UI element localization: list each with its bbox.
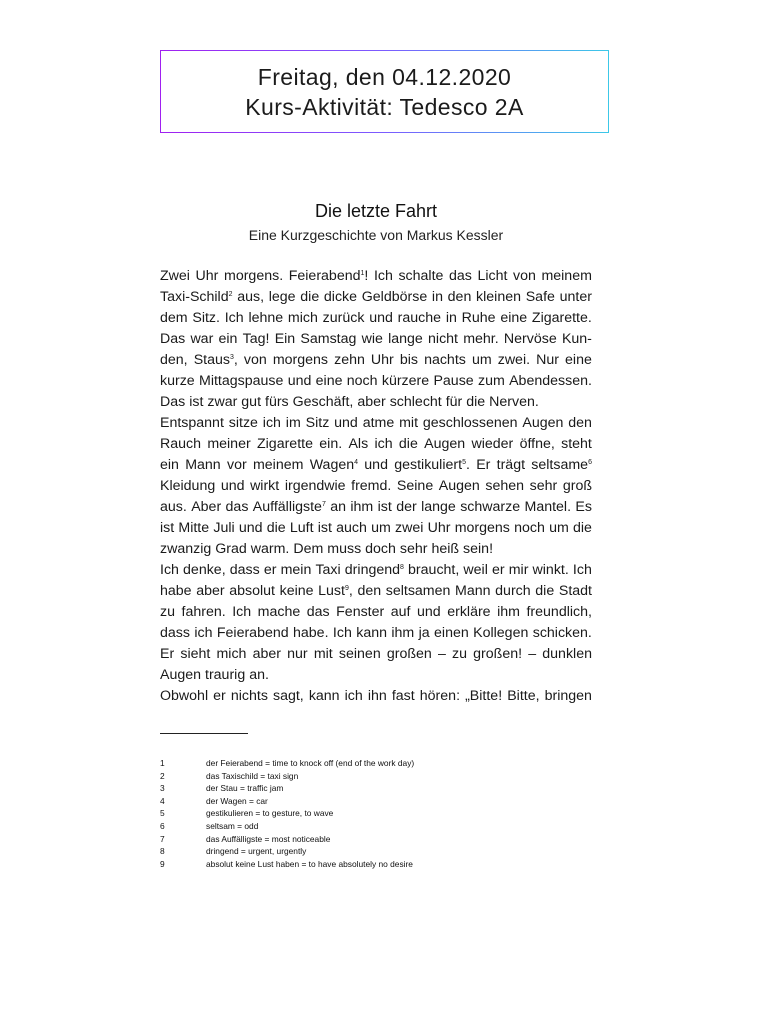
story-line bbox=[160, 308, 592, 329]
story-word: Ich bbox=[332, 625, 352, 641]
story-word: Als bbox=[348, 436, 369, 452]
story-word: Kollegen bbox=[473, 625, 529, 641]
story-word: Zigarette. bbox=[531, 310, 592, 326]
story-word: zwar bbox=[207, 394, 238, 410]
story-word: sein! bbox=[463, 541, 494, 557]
story-word: seltsame$^6$ bbox=[531, 457, 592, 473]
story-word: morgens. bbox=[224, 268, 284, 284]
story-word: sitze bbox=[228, 415, 258, 431]
story-word: Geldbörse bbox=[361, 289, 428, 305]
story-word: Augen bbox=[160, 667, 202, 683]
story-word: das bbox=[306, 604, 330, 620]
footnote-marker: 1 bbox=[360, 270, 365, 277]
story-word: Ruhe bbox=[461, 310, 496, 326]
story-word: aber bbox=[357, 394, 386, 410]
story-line bbox=[160, 266, 592, 287]
footnote-number: 6 bbox=[160, 820, 165, 831]
story-word: habe. bbox=[293, 625, 329, 641]
story-word: ist bbox=[189, 394, 204, 410]
story-line bbox=[160, 602, 592, 623]
story-word: Nervöse bbox=[503, 331, 557, 347]
story-word: erkläre bbox=[447, 604, 491, 620]
story-word: dunklen bbox=[542, 646, 592, 662]
story-word: vor bbox=[226, 457, 247, 473]
story-word: Uhr bbox=[195, 268, 219, 284]
story-word: bringen bbox=[544, 688, 592, 704]
story-word: Stadt bbox=[558, 583, 592, 599]
story-word: mich bbox=[287, 310, 318, 326]
story-word: muss bbox=[327, 541, 362, 557]
story-word: Lust$^9$, bbox=[318, 583, 353, 599]
footnote-number: 7 bbox=[160, 833, 165, 844]
story-word: dicke bbox=[323, 289, 358, 305]
story-word: Uhr bbox=[370, 352, 394, 368]
story-word: Geschäft, bbox=[292, 394, 354, 410]
story-word: kann bbox=[308, 688, 340, 704]
story-word: Es bbox=[575, 499, 592, 515]
story-line bbox=[160, 686, 592, 707]
story-word: ein. bbox=[319, 436, 343, 452]
footnote-item bbox=[160, 795, 600, 808]
story-word: und bbox=[220, 478, 245, 494]
story-word: das bbox=[225, 499, 249, 515]
story-word: nichts bbox=[230, 688, 268, 704]
header-course: Kurs-Aktivität: Tedesco 2A bbox=[245, 94, 524, 120]
footnote-item bbox=[160, 782, 600, 795]
story-word: war bbox=[190, 331, 214, 347]
footnote-number: 1 bbox=[160, 758, 165, 768]
story-word: Auffälligste$^7$ bbox=[252, 499, 326, 515]
story-word: geschlossenen bbox=[422, 415, 518, 431]
story-word: Zigarette bbox=[256, 436, 313, 452]
story-line bbox=[160, 434, 592, 455]
story-word: sieht bbox=[180, 646, 211, 662]
story-word: wie bbox=[361, 331, 383, 347]
story-word: ich bbox=[262, 415, 281, 431]
footnote-marker: 9 bbox=[344, 585, 349, 592]
footnote-item bbox=[160, 770, 600, 783]
story-word: Er bbox=[160, 646, 175, 662]
footnote-number: 5 bbox=[160, 808, 165, 819]
footnote-marker: 8 bbox=[400, 564, 404, 571]
story-word: Feierabend bbox=[216, 625, 289, 641]
story-word: trägt bbox=[496, 457, 526, 473]
story-word: dem bbox=[160, 310, 188, 326]
footnote-item bbox=[160, 858, 600, 871]
story-word: Mann bbox=[185, 457, 221, 473]
footnote-number: 4 bbox=[160, 795, 165, 806]
story-word: und bbox=[238, 520, 263, 536]
story-word: dass bbox=[160, 625, 190, 641]
story-word: großen! bbox=[473, 646, 523, 662]
story-word: ihn bbox=[367, 688, 387, 704]
story-body bbox=[160, 266, 592, 707]
story-word: schwarze bbox=[460, 499, 521, 515]
story-word: ihm bbox=[391, 625, 415, 641]
story-word: und bbox=[334, 415, 358, 431]
story-word: in bbox=[431, 289, 443, 305]
story-word: habe bbox=[160, 583, 192, 599]
story-word: Er bbox=[476, 457, 491, 473]
story-word: er bbox=[213, 688, 226, 704]
story-word: seltsamen bbox=[385, 583, 451, 599]
story-word: denke, bbox=[183, 562, 226, 578]
story-word: fürs bbox=[265, 394, 289, 410]
story-word: schicken. bbox=[532, 625, 592, 641]
story-word: traurig bbox=[205, 667, 246, 683]
story-word: Uhr bbox=[427, 520, 451, 536]
story-word: gut bbox=[241, 394, 262, 410]
story-word: auf bbox=[390, 604, 411, 620]
story-word: meiner bbox=[207, 436, 251, 452]
story-word: Ich bbox=[160, 562, 179, 578]
footnote-item bbox=[160, 807, 600, 820]
story-word: öffne, bbox=[519, 436, 555, 452]
story-word: Tag! bbox=[242, 331, 270, 347]
story-word: nachts bbox=[424, 352, 466, 368]
story-word: lange bbox=[388, 331, 423, 347]
story-word: kann bbox=[356, 625, 387, 641]
story-word: morgens bbox=[272, 352, 329, 368]
story-word: den bbox=[357, 583, 382, 599]
footnote-divider bbox=[160, 733, 248, 734]
story-word: die bbox=[398, 436, 418, 452]
story-word: die bbox=[300, 289, 320, 305]
story-word: Obwohl bbox=[160, 688, 209, 704]
story-word: Nur bbox=[536, 352, 559, 368]
footnote-text: absolut keine Lust haben = to have absolutely no desire bbox=[206, 858, 413, 869]
story-subtitle: Eine Kurzgeschichte von Markus Kessler bbox=[248, 227, 504, 243]
story-word: für bbox=[445, 394, 463, 410]
story-word: zwei. bbox=[497, 352, 531, 368]
story-word: den bbox=[447, 289, 472, 305]
story-word: mich bbox=[216, 646, 247, 662]
story-word: zu bbox=[160, 604, 175, 620]
story-word: Kleidung bbox=[160, 478, 216, 494]
header-box bbox=[160, 50, 609, 133]
story-word: die bbox=[266, 520, 286, 536]
story-word: Ein bbox=[274, 331, 296, 347]
story-word: – bbox=[528, 646, 537, 662]
story-word: mein bbox=[280, 562, 312, 578]
story-word: eine bbox=[315, 373, 343, 389]
footnote-item bbox=[160, 845, 600, 858]
story-word: und bbox=[417, 604, 441, 620]
story-line bbox=[160, 392, 592, 413]
story-word: keine bbox=[279, 583, 314, 599]
header-date: Freitag, den 04.12.2020 bbox=[257, 64, 512, 90]
story-word: Mantel. bbox=[524, 499, 572, 515]
story-word: rauche bbox=[397, 310, 442, 326]
story-word: mit bbox=[399, 415, 419, 431]
story-line bbox=[160, 518, 592, 539]
story-word: die bbox=[535, 583, 555, 599]
story-word: nicht bbox=[428, 331, 458, 347]
story-word: dass bbox=[229, 562, 260, 578]
story-word: morgens bbox=[454, 520, 510, 536]
story-word: Feierabend$^1$! bbox=[288, 268, 369, 284]
story-word: der bbox=[396, 499, 417, 515]
story-title: Die letzte Fahrt bbox=[314, 201, 438, 221]
story-word: mehr. bbox=[463, 331, 499, 347]
story-word: aus, bbox=[237, 289, 265, 305]
story-line bbox=[160, 329, 592, 350]
footnote-marker: 3 bbox=[229, 354, 234, 361]
story-line bbox=[160, 476, 592, 497]
story-word: bis bbox=[399, 352, 418, 368]
footnote-text: der Stau = traffic jam bbox=[206, 783, 284, 794]
footnote-number: 2 bbox=[160, 770, 165, 781]
story-word: sagt, bbox=[272, 688, 304, 704]
story-line bbox=[160, 623, 592, 644]
story-word: groß bbox=[562, 478, 592, 494]
footnote-text: gestikulieren = to gesture, to wave bbox=[206, 808, 334, 819]
story-word: „Bitte! bbox=[465, 688, 503, 704]
story-word: einen bbox=[434, 625, 469, 641]
story-word: aber bbox=[252, 646, 281, 662]
story-word: und bbox=[364, 457, 388, 473]
story-word: Augen bbox=[522, 415, 564, 431]
story-word: ja bbox=[418, 625, 430, 641]
footnote-marker: 5 bbox=[462, 459, 466, 466]
story-word: ist bbox=[160, 520, 175, 536]
story-word: dringend$^8$ bbox=[344, 562, 404, 578]
story-word: zu bbox=[452, 646, 468, 662]
story-word: Seine bbox=[396, 478, 434, 494]
story-word: – bbox=[437, 646, 446, 662]
story-word: ist bbox=[377, 499, 392, 515]
story-word: an. bbox=[249, 667, 269, 683]
story-word: Mann bbox=[455, 583, 491, 599]
story-line bbox=[160, 455, 592, 476]
story-word: warm. bbox=[250, 541, 290, 557]
story-word: ich bbox=[194, 625, 213, 641]
story-word: zwanzig bbox=[160, 541, 212, 557]
story-word: auch bbox=[336, 520, 367, 536]
story-word: durch bbox=[495, 583, 531, 599]
story-word: Safe bbox=[525, 289, 555, 305]
story-word: aber bbox=[196, 583, 225, 599]
story-word: Ich bbox=[373, 268, 393, 284]
story-word: von bbox=[243, 352, 267, 368]
story-word: den bbox=[568, 415, 592, 431]
story-word: Sitz bbox=[305, 415, 330, 431]
story-word: schlecht bbox=[389, 394, 442, 410]
story-word: wirkt bbox=[250, 478, 280, 494]
story-word: ist bbox=[317, 520, 332, 536]
footnote-marker: 6 bbox=[588, 459, 592, 466]
story-word: Fenster bbox=[336, 604, 385, 620]
footnote-marker: 7 bbox=[321, 501, 326, 508]
story-word: kürzere bbox=[381, 373, 430, 389]
story-word: Taxi-Schild$^2$ bbox=[160, 289, 233, 305]
story-word: Mittagspause bbox=[199, 373, 284, 389]
story-word: heiß bbox=[431, 541, 460, 557]
story-word: atme bbox=[362, 415, 395, 431]
story-word: er bbox=[491, 562, 505, 578]
story-line bbox=[160, 539, 592, 560]
story-word: Wagen$^4$ bbox=[309, 457, 359, 473]
story-word: seinen bbox=[338, 646, 381, 662]
story-word: in bbox=[445, 310, 457, 326]
story-word: ihm bbox=[497, 604, 520, 620]
story-word: Das bbox=[160, 331, 186, 347]
story-line bbox=[160, 560, 592, 581]
story-word: er bbox=[263, 562, 277, 578]
story-word: von bbox=[512, 268, 536, 284]
story-word: großen bbox=[386, 646, 432, 662]
story-word: die bbox=[466, 394, 486, 410]
story-word: eine bbox=[500, 310, 528, 326]
story-word: kurze bbox=[160, 373, 195, 389]
footnote-marker: 2 bbox=[228, 291, 233, 298]
story-word: unter bbox=[559, 289, 592, 305]
story-word: lehne bbox=[248, 310, 284, 326]
story-word: Juli bbox=[213, 520, 235, 536]
story-word: Augen bbox=[438, 478, 480, 494]
story-word: Augen bbox=[424, 436, 466, 452]
story-word: eine bbox=[565, 352, 592, 368]
story-word: noch bbox=[346, 373, 378, 389]
story-word: Entspannt bbox=[160, 415, 224, 431]
story-word: Rauch bbox=[160, 436, 202, 452]
story-word: Dem bbox=[293, 541, 324, 557]
story-word: zum bbox=[477, 373, 505, 389]
story-word: fahren. bbox=[181, 604, 226, 620]
footnote-item bbox=[160, 833, 600, 846]
story-word: Pause bbox=[433, 373, 474, 389]
story-word: lange bbox=[421, 499, 456, 515]
story-word: mit bbox=[313, 646, 333, 662]
story-word: freundlich, bbox=[526, 604, 592, 620]
story-word: Luft bbox=[289, 520, 314, 536]
story-word: schalte bbox=[398, 268, 444, 284]
footnote-text: seltsam = odd bbox=[206, 820, 259, 831]
footnote-text: das Auffälligste = most noticeable bbox=[206, 833, 331, 844]
story-word: braucht, bbox=[408, 562, 460, 578]
story-word: sehr bbox=[399, 541, 428, 557]
story-word: absolut bbox=[229, 583, 275, 599]
story-word: wieder bbox=[471, 436, 514, 452]
footnote-number: 3 bbox=[160, 783, 165, 794]
story-word: Abendessen. bbox=[509, 373, 592, 389]
footnote-item bbox=[160, 820, 600, 833]
story-word: kleinen bbox=[476, 289, 522, 305]
story-word: Sitz. bbox=[192, 310, 220, 326]
story-line bbox=[160, 644, 592, 665]
story-word: Staus$^3$, bbox=[193, 352, 238, 368]
story-word: um bbox=[549, 520, 569, 536]
story-word: Ich bbox=[224, 310, 244, 326]
story-line bbox=[160, 497, 592, 518]
story-word: sehen bbox=[485, 478, 525, 494]
story-word: Nerven. bbox=[489, 394, 539, 410]
story-word: an bbox=[330, 499, 347, 515]
story-line bbox=[160, 581, 592, 602]
story-word: fremd. bbox=[351, 478, 392, 494]
story-word: gestikuliert$^5$. bbox=[394, 457, 470, 473]
story-word: Grad bbox=[215, 541, 247, 557]
story-word: meinem bbox=[541, 268, 592, 284]
story-word: Aber bbox=[191, 499, 222, 515]
story-word: und bbox=[287, 373, 312, 389]
story-word: den, bbox=[160, 352, 188, 368]
story-line bbox=[160, 413, 592, 434]
story-word: um bbox=[371, 520, 391, 536]
story-line bbox=[160, 371, 592, 392]
footnote-item bbox=[160, 757, 600, 770]
story-word: Das bbox=[160, 394, 186, 410]
story-word: aus. bbox=[160, 499, 187, 515]
story-word: zehn bbox=[334, 352, 365, 368]
story-word: steht bbox=[561, 436, 592, 452]
story-word: weil bbox=[463, 562, 488, 578]
story-word: ein bbox=[218, 331, 238, 347]
story-word: um bbox=[471, 352, 492, 368]
story-word: irgendwie bbox=[284, 478, 346, 494]
story-word: das bbox=[448, 268, 472, 284]
footnote-number: 9 bbox=[160, 858, 165, 869]
story-word: hören: bbox=[419, 688, 461, 704]
story-word: Kun- bbox=[561, 331, 592, 347]
footnote-text: der Feierabend = time to knock off (end of the work day) bbox=[206, 758, 415, 768]
footnote-text: das Taxischild = taxi sign bbox=[206, 770, 299, 781]
story-line bbox=[160, 665, 592, 686]
footnote-marker: 4 bbox=[354, 459, 359, 466]
story-word: noch bbox=[514, 520, 545, 536]
story-word: und bbox=[369, 310, 393, 326]
story-word: Licht bbox=[477, 268, 508, 284]
story-word: Mitte bbox=[178, 520, 210, 536]
story-word: meinem bbox=[252, 457, 304, 473]
story-word: sehr bbox=[529, 478, 558, 494]
story-word: Bitte, bbox=[507, 688, 540, 704]
story-word: Ich bbox=[572, 562, 592, 578]
footnotes bbox=[160, 757, 600, 870]
footnote-text: der Wagen = car bbox=[206, 795, 268, 806]
story-word: ich bbox=[344, 688, 363, 704]
story-word: mir bbox=[508, 562, 529, 578]
footnote-text: dringend = urgent, urgently bbox=[206, 846, 307, 857]
story-line bbox=[160, 350, 592, 371]
story-word: winkt. bbox=[532, 562, 569, 578]
story-word: lege bbox=[268, 289, 296, 305]
story-word: ich bbox=[374, 436, 393, 452]
story-word: Taxi bbox=[315, 562, 341, 578]
story-word: zwei bbox=[395, 520, 424, 536]
story-word: ein bbox=[160, 457, 179, 473]
story-word: ihm bbox=[350, 499, 374, 515]
footnote-number: 8 bbox=[160, 846, 165, 857]
story-word: Zwei bbox=[160, 268, 190, 284]
story-word: fast bbox=[391, 688, 415, 704]
story-line bbox=[160, 287, 592, 308]
story-word: nur bbox=[287, 646, 308, 662]
story-word: Samstag bbox=[300, 331, 357, 347]
story-word: zurück bbox=[322, 310, 365, 326]
story-word: mache bbox=[257, 604, 301, 620]
story-word: im bbox=[285, 415, 301, 431]
story-word: die bbox=[572, 520, 592, 536]
story-word: doch bbox=[365, 541, 396, 557]
story-word: Ich bbox=[232, 604, 252, 620]
